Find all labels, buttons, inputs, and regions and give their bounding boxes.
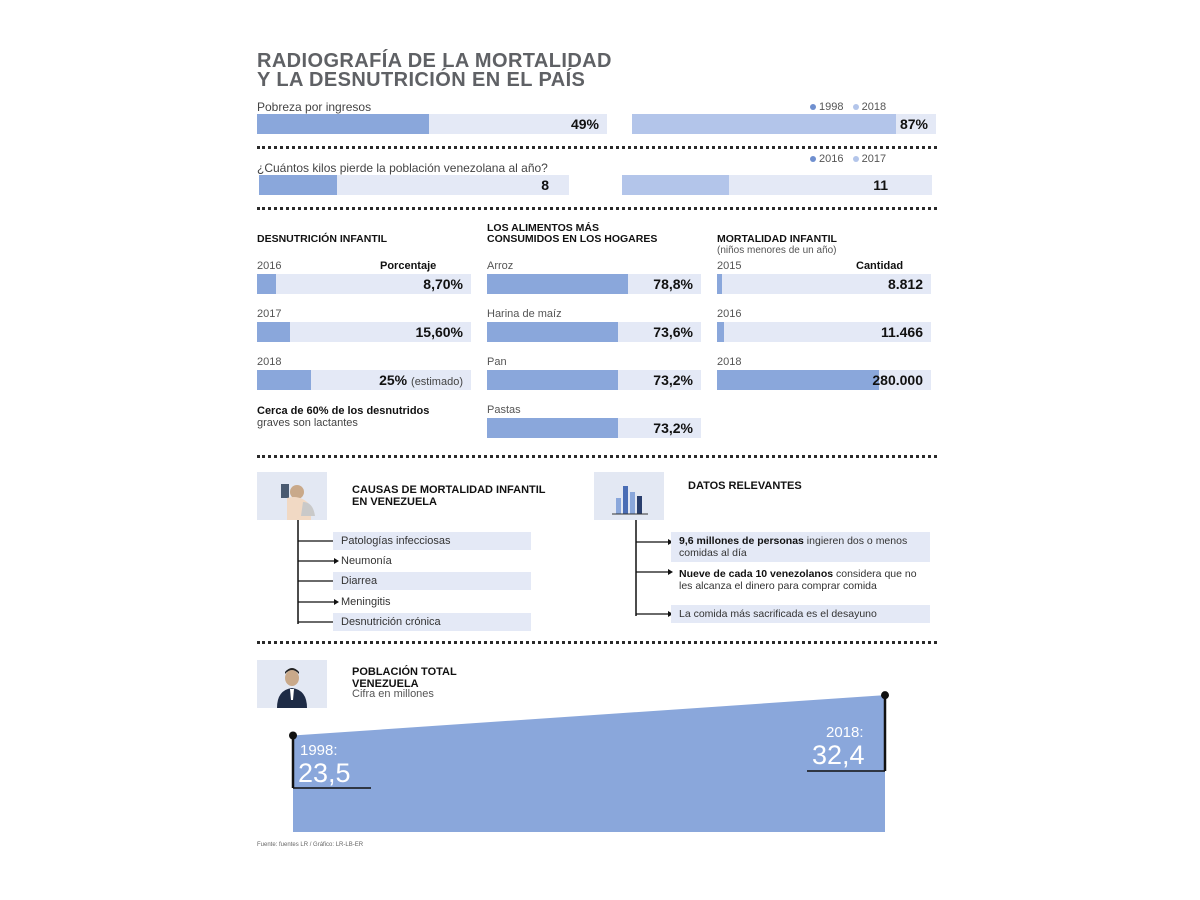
mortalidad-bar-2018: [717, 370, 931, 390]
kilos-label: ¿Cuántos kilos pierde la población venezolana al año?: [257, 161, 548, 175]
divider: [257, 641, 937, 644]
poblacion-dot-1998: [289, 732, 297, 740]
kilos-value-2017: 11: [873, 177, 888, 193]
mortalidad-year-2015: 2015: [717, 260, 742, 272]
alimentos-value-arroz: 78,8%: [653, 276, 693, 292]
poblacion-dot-2018: [881, 691, 889, 699]
desnutricion-bar-2017: [257, 322, 471, 342]
desnutricion-year-2016: 2016: [257, 260, 282, 272]
mortalidad-year-2016: 2016: [717, 308, 742, 320]
causas-heading: CAUSAS DE MORTALIDAD INFANTIL EN VENEZUELA: [352, 484, 546, 508]
bar-chart-icon: [594, 472, 664, 520]
alimentos-name-pan: Pan: [487, 356, 507, 368]
legend-dot-2016: [810, 156, 816, 162]
pobreza-value-2018: 87%: [899, 116, 928, 132]
kilos-legend: 2016 2017: [810, 153, 886, 165]
mother-baby-icon: [257, 472, 327, 520]
desnutricion-year-2018: 2018: [257, 356, 282, 368]
alimentos-name-pastas: Pastas: [487, 404, 521, 416]
alimentos-name-arroz: Arroz: [487, 260, 514, 272]
alimentos-value-harina: 73,6%: [653, 324, 693, 340]
pobreza-fill-2018: [632, 114, 896, 134]
desnutricion-heading: DESNUTRICIÓN INFANTIL: [257, 233, 388, 245]
kilos-fill-2017: [622, 175, 729, 195]
mortalidad-fill-2016: [717, 322, 724, 342]
causa-item: Desnutrición crónica: [333, 613, 531, 631]
desnutricion-column-label: Porcentaje: [380, 260, 437, 272]
poblacion-start-value: 23,5: [298, 758, 351, 788]
mortalidad-value-2015: 8.812: [887, 276, 923, 292]
causa-item: Diarrea: [333, 572, 531, 590]
desnutricion-bar-2016: [257, 274, 471, 294]
poblacion-heading: POBLACIÓN TOTAL VENEZUELA: [352, 666, 457, 690]
desnutricion-value-2016: 8,70%: [423, 276, 463, 292]
desnutricion-bar-2018: [257, 370, 471, 390]
desnutricion-value-2017: 15,60%: [415, 324, 463, 340]
alimentos-name-harina: Harina de maíz: [487, 308, 562, 320]
alimentos-fill-harina: [487, 322, 618, 342]
legend-dot-2017: [853, 156, 859, 162]
mortalidad-value-2016: 11.466: [880, 324, 923, 340]
mortalidad-year-2018: 2018: [717, 356, 742, 368]
poblacion-start-label: 1998:: [300, 742, 338, 759]
kilos-bar-2016: [259, 175, 569, 195]
alimentos-bar-pan: [487, 370, 701, 390]
poblacion-area-chart: [285, 684, 895, 836]
desnutricion-note: Cerca de 60% de los desnutridos graves son lactantes: [257, 405, 430, 429]
kilos-fill-2016: [259, 175, 337, 195]
legend-dot-2018: [853, 104, 859, 110]
pobreza-label: Pobreza por ingresos: [257, 100, 372, 114]
poblacion-area: [293, 695, 885, 832]
alimentos-bar-harina: [487, 322, 701, 342]
desnutricion-year-2017: 2017: [257, 308, 282, 320]
poblacion-end-value: 32,4: [812, 740, 865, 770]
alimentos-heading: LOS ALIMENTOS MÁS CONSUMIDOS EN LOS HOGARES: [487, 222, 658, 245]
alimentos-value-pastas: 73,2%: [653, 420, 693, 436]
kilos-bar-2017: [622, 175, 932, 195]
source-footnote: Fuente: fuentes LR / Gráfico: LR-LB-ER: [257, 842, 364, 848]
mortalidad-column-label: Cantidad: [856, 260, 904, 272]
kilos-value-2016: 8: [541, 177, 549, 193]
pobreza-legend: 1998 2018: [810, 101, 886, 113]
divider: [257, 146, 937, 149]
desnutricion-fill-2016: [257, 274, 276, 294]
mortalidad-subheading: (niños menores de un año): [717, 245, 837, 256]
alimentos-fill-pan: [487, 370, 618, 390]
causa-item: Patologías infecciosas: [333, 532, 531, 550]
desnutricion-fill-2018: [257, 370, 311, 390]
mortalidad-fill-2015: [717, 274, 722, 294]
legend-dot-1998: [810, 104, 816, 110]
mortalidad-bar-2015: [717, 274, 931, 294]
causa-item: Neumonía: [341, 555, 392, 567]
alimentos-fill-arroz: [487, 274, 628, 294]
pobreza-bar-1998: [257, 114, 607, 134]
mortalidad-value-2018: 280.000: [872, 372, 923, 388]
dato-item: La comida más sacrificada es el desayuno: [671, 605, 930, 623]
pobreza-fill-1998: [257, 114, 429, 134]
divider: [257, 455, 937, 458]
alimentos-fill-pastas: [487, 418, 618, 438]
alimentos-bar-arroz: [487, 274, 701, 294]
pobreza-value-1998: 49%: [570, 116, 599, 132]
alimentos-bar-pastas: [487, 418, 701, 438]
dato-item: Nueve de cada 10 venezolanos considera que no les alcanza el dinero para comprar comida: [679, 568, 917, 592]
dato-item: 9,6 millones de personas ingieren dos o menos comidas al día: [671, 532, 930, 562]
datos-heading: DATOS RELEVANTES: [688, 480, 802, 492]
page-title: RADIOGRAFÍA DE LA MORTALIDAD Y LA DESNUTRICIÓN EN EL PAÍS: [257, 50, 612, 91]
poblacion-subheading: Cifra en millones: [352, 688, 434, 700]
pobreza-bar-2018: [632, 114, 936, 134]
mortalidad-heading: MORTALIDAD INFANTIL: [717, 233, 837, 245]
alimentos-value-pan: 73,2%: [653, 372, 693, 388]
desnutricion-fill-2017: [257, 322, 290, 342]
divider: [257, 207, 937, 210]
mortalidad-fill-2018: [717, 370, 879, 390]
mortalidad-bar-2016: [717, 322, 931, 342]
desnutricion-value-2018: 25% (estimado): [379, 372, 463, 388]
poblacion-end-label: 2018:: [826, 724, 864, 741]
causa-item: Meningitis: [341, 596, 391, 608]
